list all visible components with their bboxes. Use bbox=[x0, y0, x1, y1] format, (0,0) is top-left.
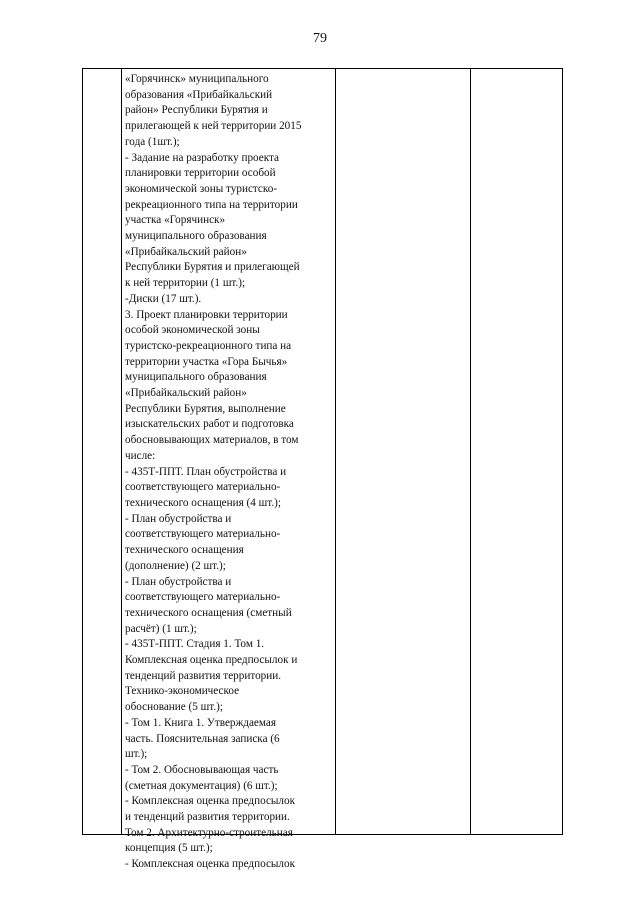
cell-text-line: тенденций развития территории. bbox=[125, 669, 282, 682]
cell-text-line: технического оснащения (4 шт.); bbox=[125, 496, 281, 509]
column-divider-1 bbox=[121, 69, 122, 834]
cell-text-line: экономической зоны туристско- bbox=[125, 182, 278, 195]
cell-text-line: район» Республики Бурятия и bbox=[125, 104, 268, 117]
cell-text-line: «Прибайкальский район» bbox=[125, 245, 247, 258]
cell-text-line: - Том 1. Книга 1. Утверждаемая bbox=[125, 716, 276, 729]
column-divider-3 bbox=[470, 69, 471, 834]
cell-text-line: - Том 2. Обосновывающая часть bbox=[125, 763, 279, 776]
cell-text-line: Республики Бурятия, выполнение bbox=[125, 402, 286, 415]
cell-text-line: 3. Проект планировки территории bbox=[125, 308, 288, 321]
cell-text-line: - Задание на разработку проекта bbox=[125, 151, 280, 164]
cell-text-line: территории участка «Гора Бычья» bbox=[125, 355, 288, 368]
cell-text-line: соответствующего материально- bbox=[125, 481, 281, 494]
cell-text-line: образования «Прибайкальский bbox=[125, 88, 273, 101]
cell-text-line: - План обустройства и bbox=[125, 575, 232, 588]
cell-text-line: - 435Т-ППТ. План обустройства и bbox=[125, 465, 287, 478]
cell-text-line: шт.); bbox=[125, 748, 148, 761]
cell-text-line: концепция (5 шт.); bbox=[125, 842, 213, 855]
cell-text-line: расчёт) (1 шт.); bbox=[125, 622, 197, 635]
cell-text-line: Комплексная оценка предпосылок и bbox=[125, 654, 298, 667]
cell-text-line: - 435Т-ППТ. Стадия 1. Том 1. bbox=[125, 638, 265, 651]
cell-text-line: планировки территории особой bbox=[125, 167, 276, 180]
cell-text-line: соответствующего материально- bbox=[125, 528, 281, 541]
cell-text-line: и тенденций развития территории. bbox=[125, 811, 290, 824]
cell-text-line: - Комплексная оценка предпосылок bbox=[125, 795, 296, 808]
cell-text-line: рекреационного типа на территории bbox=[125, 198, 298, 211]
cell-text-line: прилегающей к ней территории 2015 bbox=[125, 120, 302, 133]
cell-text-line: -Диски (17 шт.). bbox=[125, 292, 202, 305]
cell-text-line: муниципального образования bbox=[125, 371, 267, 384]
cell-text-line: «Прибайкальский район» bbox=[125, 387, 247, 400]
cell-text-line: - Комплексная оценка предпосылок bbox=[125, 858, 296, 871]
cell-text-line: Республики Бурятия и прилегающей bbox=[125, 261, 300, 274]
cell-text-line: (дополнение) (2 шт.); bbox=[125, 559, 226, 572]
cell-text-line: «Горячинск» муниципального bbox=[125, 73, 269, 85]
cell-text-line: часть. Пояснительная записка (6 bbox=[125, 732, 280, 745]
cell-text-line: соответствующего материально- bbox=[125, 591, 281, 604]
table-cell-description bbox=[125, 72, 335, 873]
cell-text-line: к ней территории (1 шт.); bbox=[125, 277, 246, 290]
cell-text-line: обоснование (5 шт.); bbox=[125, 701, 223, 714]
column-divider-2 bbox=[335, 69, 336, 834]
cell-text-line: туристско-рекреационного типа на bbox=[125, 339, 292, 352]
document-table bbox=[82, 68, 563, 871]
cell-text-line: обосновывающих материалов, в том bbox=[125, 434, 299, 447]
cell-text-line: (сметная документация) (6 шт.); bbox=[125, 779, 278, 792]
cell-text-line: числе: bbox=[125, 449, 156, 462]
cell-text-line: изыскательских работ и подготовка bbox=[125, 418, 294, 431]
cell-text-line: технического оснащения bbox=[125, 544, 244, 557]
cell-text-line: муниципального образования bbox=[125, 230, 267, 243]
cell-text-line: технического оснащения (сметный bbox=[125, 606, 292, 619]
cell-text-line: особой экономической зоны bbox=[125, 324, 260, 337]
cell-text-line: года (1шт.); bbox=[125, 135, 180, 148]
cell-text-line: - План обустройства и bbox=[125, 512, 232, 525]
cell-text-line: Технико-экономическое bbox=[125, 685, 240, 698]
page-number: 79 bbox=[313, 31, 327, 46]
cell-text-line: участка «Горячинск» bbox=[125, 214, 226, 227]
cell-text-line: Том 2. Архитектурно-строительная bbox=[125, 826, 293, 839]
